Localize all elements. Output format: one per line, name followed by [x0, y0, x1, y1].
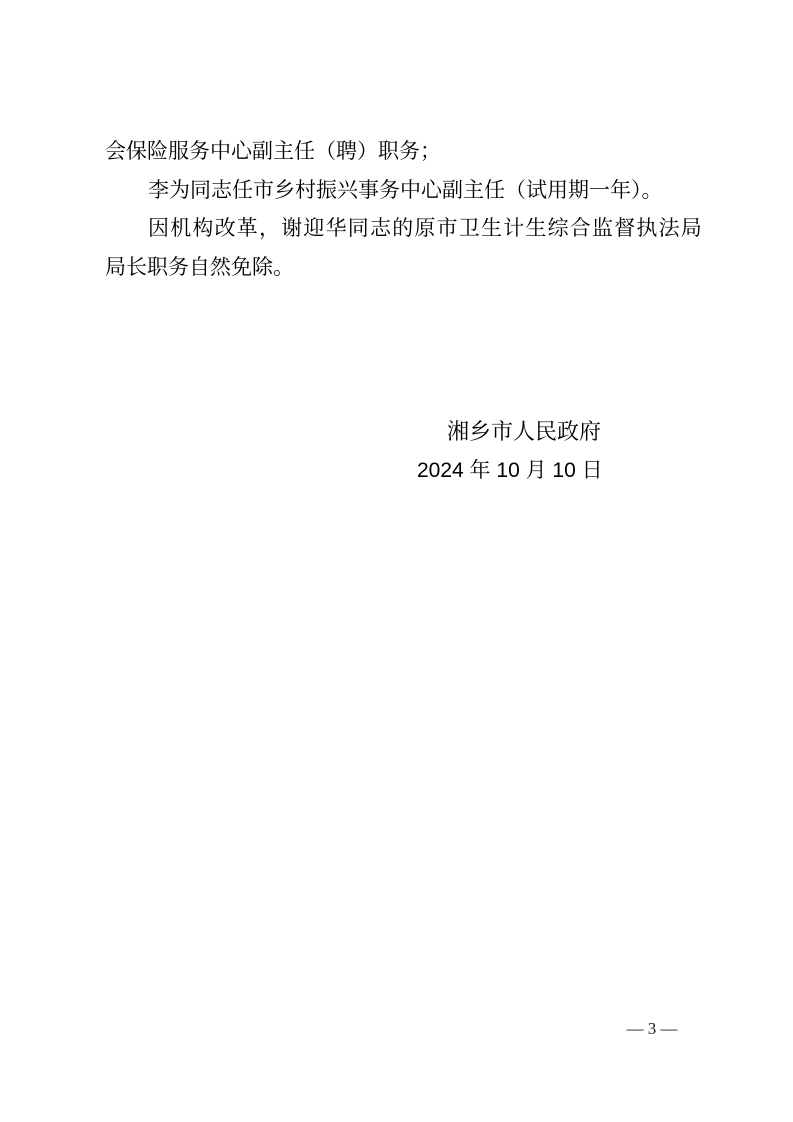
body-text-line: 李为同志任市乡村振兴事务中心副主任（试用期一年）。: [148, 179, 663, 202]
body-text-line: 因机构改革，谢迎华同志的原市卫生计生综合监督执法局: [148, 217, 703, 240]
issuer-signature: 湘乡市人民政府: [447, 419, 602, 444]
issue-date: 2024 年 10 月 10 日: [417, 459, 603, 482]
body-text-line: 局长职务自然免除。: [105, 256, 294, 279]
page-number: — 3 —: [626, 1019, 678, 1038]
body-text-line: 会保险服务中心副主任（聘）职务；: [105, 140, 441, 163]
